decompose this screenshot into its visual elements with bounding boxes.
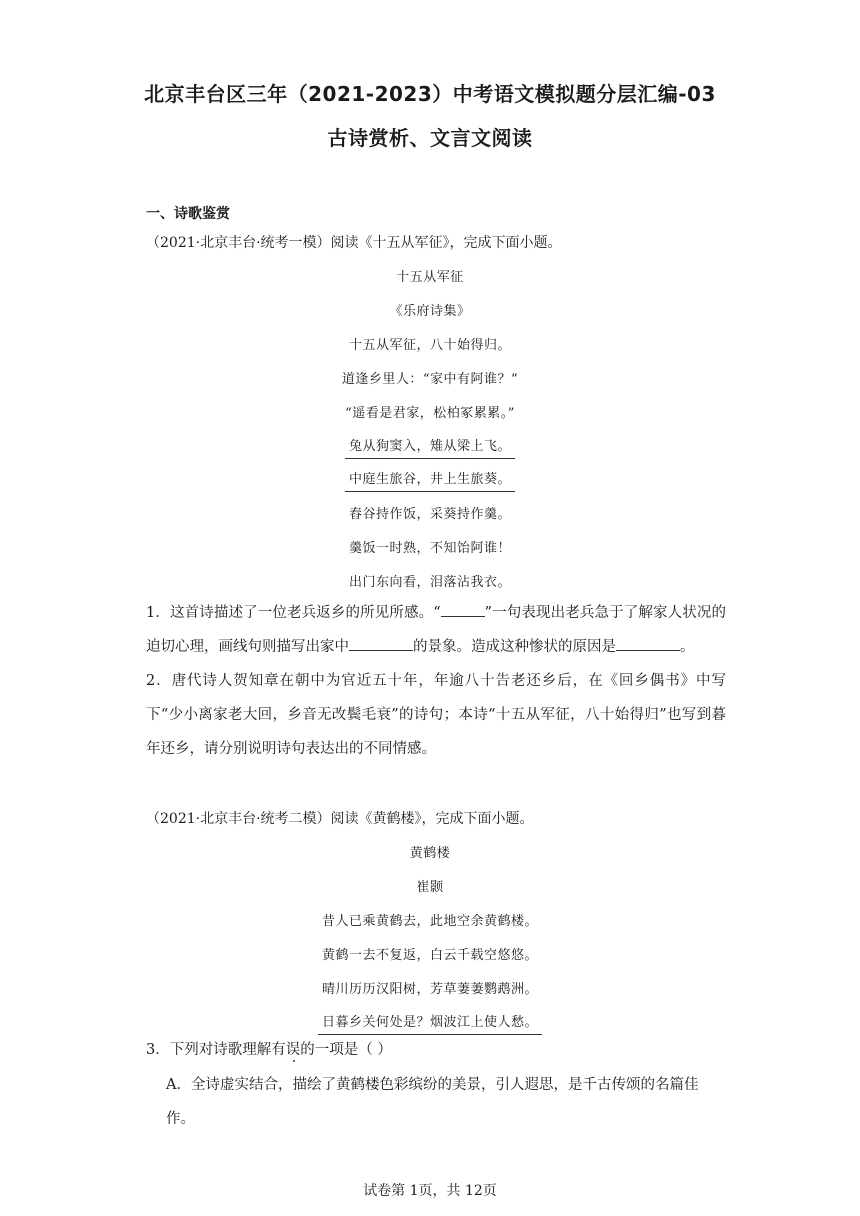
poem1-line: 十五从军征，八十始得归。 bbox=[348, 338, 511, 353]
poem1-line: “遥看是君家，松柏冢累累。” bbox=[345, 406, 515, 421]
poem2-underlined-line bbox=[0, 1011, 860, 1030]
poem2-line-text: 日暮乡关何处是？烟波江上使人愁。 bbox=[318, 1015, 542, 1035]
document-title-line2: 古诗赏析、文言文阅读 bbox=[327, 126, 533, 150]
poem1-line-text: 兔从狗窦入，雉从梁上飞。 bbox=[345, 439, 515, 459]
poem1-underlined-line bbox=[0, 435, 860, 454]
answer-blank[interactable] bbox=[349, 636, 413, 651]
page-footer: 试卷第 1页，共 12页 bbox=[363, 1183, 497, 1199]
section-heading: 一、诗歌鉴赏 bbox=[146, 206, 230, 222]
question-2: 2．唐代诗人贺知章在朝中为官近五十年，年逾八十告老还乡后，在《回乡偶书》中写下“少小离家老大回，乡音无改鬓毛衰”的诗句；本诗“十五从军征，八十始得归”也写到暮年还乡，请分别说明诗句表达出的不同情感。 bbox=[146, 673, 726, 757]
poem1-line: 舂谷持作饭，采葵持作羹。 bbox=[348, 507, 511, 522]
poem1-source: （2021·北京丰台·统考一模）阅读《十五从军征》，完成下面小题。 bbox=[146, 235, 562, 251]
q3-option-a[interactable]: A．全诗虚实结合，描绘了黄鹤楼色彩缤纷的美景，引人遐思，是千古传颂的名篇佳作。 bbox=[166, 1077, 699, 1127]
poem2-line: 黄鹤一去不复返，白云千载空悠悠。 bbox=[321, 948, 538, 963]
poem1-line: 道逢乡里人：“家中有阿谁？” bbox=[341, 372, 519, 387]
answer-blank[interactable] bbox=[441, 602, 485, 617]
poem2-author: 崔颢 bbox=[416, 880, 444, 895]
document-title-line1: 北京丰台区三年（2021-2023）中考语文模拟题分层汇编-03 bbox=[144, 82, 716, 106]
answer-blank[interactable] bbox=[616, 636, 680, 651]
q3-emphasis: 误 bbox=[285, 1042, 301, 1058]
poem1-line: 羹饭一时熟，不知饴阿谁！ bbox=[348, 541, 511, 556]
q1-text-a: 1．这首诗描述了一位老兵返乡的所见所感。“ bbox=[146, 605, 441, 621]
poem2-source: （2021·北京丰台·统考二模）阅读《黄鹤楼》，完成下面小题。 bbox=[146, 811, 534, 827]
q3-text-a: 3．下列对诗歌理解有 bbox=[146, 1042, 286, 1058]
poem2-line: 昔人已乘黄鹤去，此地空余黄鹤楼。 bbox=[321, 914, 538, 929]
question-3 bbox=[146, 1033, 726, 1067]
q1-text-b: ”一句表现出老兵急于了解家人状况的迫切心理，画线句则描写出家中 bbox=[146, 605, 726, 655]
poem1-line-text: 中庭生旅谷，井上生旅葵。 bbox=[345, 472, 515, 492]
q1-text-d: 。 bbox=[680, 639, 695, 655]
question-1 bbox=[146, 596, 726, 664]
poem2-line: 晴川历历汉阳树，芳草萋萋鹦鹉洲。 bbox=[321, 982, 538, 997]
q3-text-b: 的一项是（ ） bbox=[300, 1042, 392, 1058]
poem1-line: 出门东向看，泪落沾我衣。 bbox=[348, 575, 511, 590]
poem1-author: 《乐府诗集》 bbox=[389, 304, 471, 319]
poem1-title: 十五从军征 bbox=[396, 270, 464, 285]
q1-text-c: 的景象。造成这种惨状的原因是 bbox=[413, 639, 616, 655]
poem2-title: 黄鹤楼 bbox=[409, 846, 451, 861]
poem1-underlined-line bbox=[0, 468, 860, 487]
